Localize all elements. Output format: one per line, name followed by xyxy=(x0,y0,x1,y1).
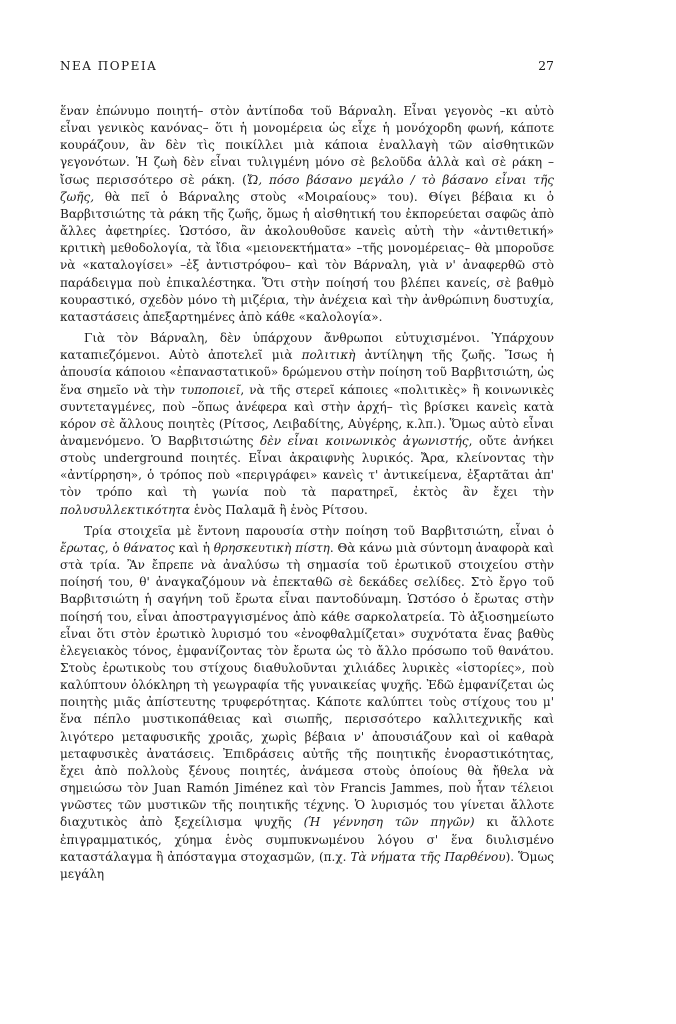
text-span: , οὔτε ἀνήκει στοὺς underground ποιητές. Εἶναι ἀκραιφνὴς λυρικός. Ἄρα, κλείνοντας τὴν «ἀντίρρηση», ὁ τρόπος ποὺ «περιγράφει» κανεὶς τ' ἀντικείμενα, ἐξαρτᾶται ἀπ' τὸν τρόπο καὶ τὴ γωνία ποὺ τὰ παρατηρεῖ, ἐκτὸς ἂν ἔχει τὴν xyxy=(60,433,554,500)
text-span: καὶ ἡ xyxy=(174,540,214,555)
paragraph-2 xyxy=(60,330,554,519)
text-span: κι ἄλλοτε ἐπιγραμματικός, χύημα ἑνὸς συμπυκνωμένου λόγου σ' ἕνα διυλισμένο καταστάλαγμα ἢ ἀπόσταγμα στοχασμῶν, (π.χ. xyxy=(60,815,555,864)
body-text xyxy=(60,103,554,883)
page-header xyxy=(60,58,554,73)
text-span: θὰ πεῖ ὁ Βάρναλης στοὺς «Μοιραίους» του). Θίγει βέβαια κι ὁ Βαρβιτσιώτης τὰ ράκη τῆς ζωῆς, ὅμως ἡ αἰσθητική του ἐκπορεύεται σαφῶς ἀπὸ ἄλλες ἀφετηρίες. Ὡστόσο, ἂν ἀκολουθοῦσε κανεὶς αὐτὴ τὴν «ἀντιθετική» κριτικὴ μεθοδολογία, τὰ ἴδια «μειονεκτήματα» –τῆς μονομέρειας– θὰ μποροῦσε νὰ «καταλογίσει» –ἐξ ἀντιστρόφου– καὶ τὸν Βάρναλη, γιὰ ν' ἀναφερθῶ στὸ παράδειγμα ποὺ ἐπικαλέστηκα. Ὅτι στὴν ποίησή του βλέπει κανείς, σὲ βαθμὸ κουραστικό, σχεδὸν μόνο τὴ μιζέρια, τὴν ἀνέχεια καὶ τὴν ἀνθρώπινη δυστυχία, καταστάσεις ἀπεξαρτημένες ἀπὸ κάθε «καλολογία». xyxy=(60,189,554,324)
italic-text-span: Ὤ, πόσο βάσανο μεγάλο / τὸ βάσανο εἶναι τῆς ζωῆς, xyxy=(60,172,554,204)
book-page xyxy=(60,58,554,887)
page-number: 27 xyxy=(538,58,554,73)
text-span: ). Ὅμως μεγάλη xyxy=(60,849,554,881)
running-title: ΝΕΑ ΠΟΡΕΙΑ xyxy=(60,59,158,73)
italic-text-span: Τὰ νήματα τῆς Παρθένου xyxy=(350,849,506,864)
italic-text-span: ἔρωτας xyxy=(60,540,105,555)
text-span: Τρία στοιχεῖα μὲ ἔντονη παρουσία στὴν ποίηση τοῦ Βαρβιτσιώτη, εἶναι ὁ xyxy=(84,523,554,538)
italic-text-span: (Ἡ γέννηση τῶν πηγῶν) xyxy=(303,815,475,830)
text-span: ἑνὸς Παλαμᾶ ἢ ἑνὸς Ρίτσου. xyxy=(190,502,368,517)
text-span: Γιὰ τὸν Βάρναλη, δὲν ὑπάρχουν ἄνθρωποι εὐτυχισμένοι. Ὑπάρχουν καταπιεζόμενοι. Αὐτὸ ἀποτελεῖ μιὰ xyxy=(60,331,554,363)
text-span: , νὰ τῆς στερεῖ κάποιες «πολιτικὲς» ἢ κοινωνικὲς συντεταγμένες, ποὺ –ὅπως ἀνέφερα καὶ στὴν ἀρχή– τὶς βρίσκει κανεὶς κατὰ κόρον σὲ ἄλλους ποιητὲς (Ρίτσος, Λειβαδίτης, Αὐγέρης, κ.λπ.). Ὅμως αὐτὸ εἶναι ἀναμενόμενο. Ὁ Βαρβιτσιώτης xyxy=(60,382,554,448)
paragraph-1 xyxy=(60,103,554,326)
italic-text-span: πολυσυλλεκτικότητα xyxy=(60,502,191,517)
italic-text-span: θρησκευτικὴ πίστη xyxy=(213,540,330,555)
italic-text-span: πολιτικὴ xyxy=(301,348,356,363)
italic-text-span: θάνατος xyxy=(123,540,175,555)
paragraph-3 xyxy=(60,523,554,883)
text-span: ἕναν ἐπώνυμο ποιητή– στὸν ἀντίποδα τοῦ Βάρναλη. Εἶναι γεγονὸς –κι αὐτὸ εἶναι γενικὸς κανόνας– ὅτι ἡ μονομέρεια ὡς εἶχε ἡ μονόχορδη φωνή, κάποτε κουράζουν, ἂν δὲν τὶς ποικίλλει μιὰ κάποια ἐναλλαγὴ τῶν αἰσθητικῶν γεγονότων. Ἡ ζωὴ δὲν εἶναι τυλιγμένη μόνο σὲ βελοῦδα ἀλλὰ καὶ σὲ ράκη –ἴσως περισσότερο σὲ ράκη. ( xyxy=(60,104,554,187)
text-span: , ὁ xyxy=(104,540,124,555)
text-span: ἀντίληψη τῆς ζωῆς. Ἴσως ἡ ἀπουσία κάποιου «ἐπαναστατικοῦ» δρώμενου στὴν ποίηση τοῦ Βαρβιτσιώτη, ὡς ἕνα σημεῖο νὰ τὴν xyxy=(60,348,554,397)
italic-text-span: τυποποιεῖ xyxy=(180,382,241,397)
italic-text-span: δὲν εἶναι κοινωνικὸς ἀγωνιστής xyxy=(260,433,469,448)
text-span: . Θὰ κάνω μιὰ σύντομη ἀναφορὰ καὶ στὰ τρία. Ἂν ἔπρεπε νὰ ἀναλύσω τὴ σημασία τοῦ ἐρωτικοῦ στοιχείου στὴν ποίησή του, θ' ἀναγκαζόμουν νὰ ἐπεκταθῶ σὲ δεκάδες σελίδες. Στὸ ἔργο τοῦ Βαρβιτσιώτη ἡ σαγήνη τοῦ ἔρωτα εἶναι παντοδύναμη. Ὡστόσο ὁ ἔρωτας στὴν ποίησή του, εἶναι ἀποστραγγισμένος ἀπὸ κάθε σαρκολατρεία. Τὸ ἀξιοσημείωτο εἶναι ὅτι στὸν ἐρωτικὸ λυρισμό του «ἐνοφθαλμίζεται» συχνότατα ἕνας βαθὺς ἐλεγειακὸς τόνος, ἐμφανίζοντας τὸν ἔρωτα ὡς τὸ ἄλλο πρόσωπο τοῦ θανάτου. Στοὺς ἐρωτικοὺς του στίχους διαθυλοῦνται χιλιάδες λυρικὲς «ἱστορίες», ποὺ καλύπτουν ὁλόκληρη τὴ γεωγραφία τῆς γυναικείας ψυχῆς. Ἐδῶ ἐμφανίζεται ὡς ποιητὴς μιᾶς ἀπίστευτης τρυφερότητας. Κάποτε καλύπτει τοὺς στίχους του μ' ἕνα πέπλο μυστικοπάθειας καὶ σιωπῆς, περισσότερο καλλιτεχνικῆς καὶ λιγότερο μεταφυσικῆς χροιᾶς, χωρὶς βέβαια ν' ἀπουσιάζουν καὶ οἱ καθαρὰ μεταφυσικὲς ἀνατάσεις. Ἐπιδράσεις αὐτῆς τῆς ποιητικῆς ἐνοραστικότητας, ἔχει ἀπὸ πολλοὺς ξένους ποιητές, ἀνάμεσα στοὺς ὁποίους θὰ ἤθελα νὰ σημειώσω τὸν Juan Ramón Jiménez καὶ τὸν Francis Jammes, ποὺ ἦταν τέλειοι γνῶστες τῶν μυστικῶν τῆς ποιητικῆς τέχνης. Ὁ λυρισμός του γίνεται ἄλλοτε διαχυτικὸς ἀπὸ ξεχείλισμα ψυχῆς xyxy=(60,540,554,830)
